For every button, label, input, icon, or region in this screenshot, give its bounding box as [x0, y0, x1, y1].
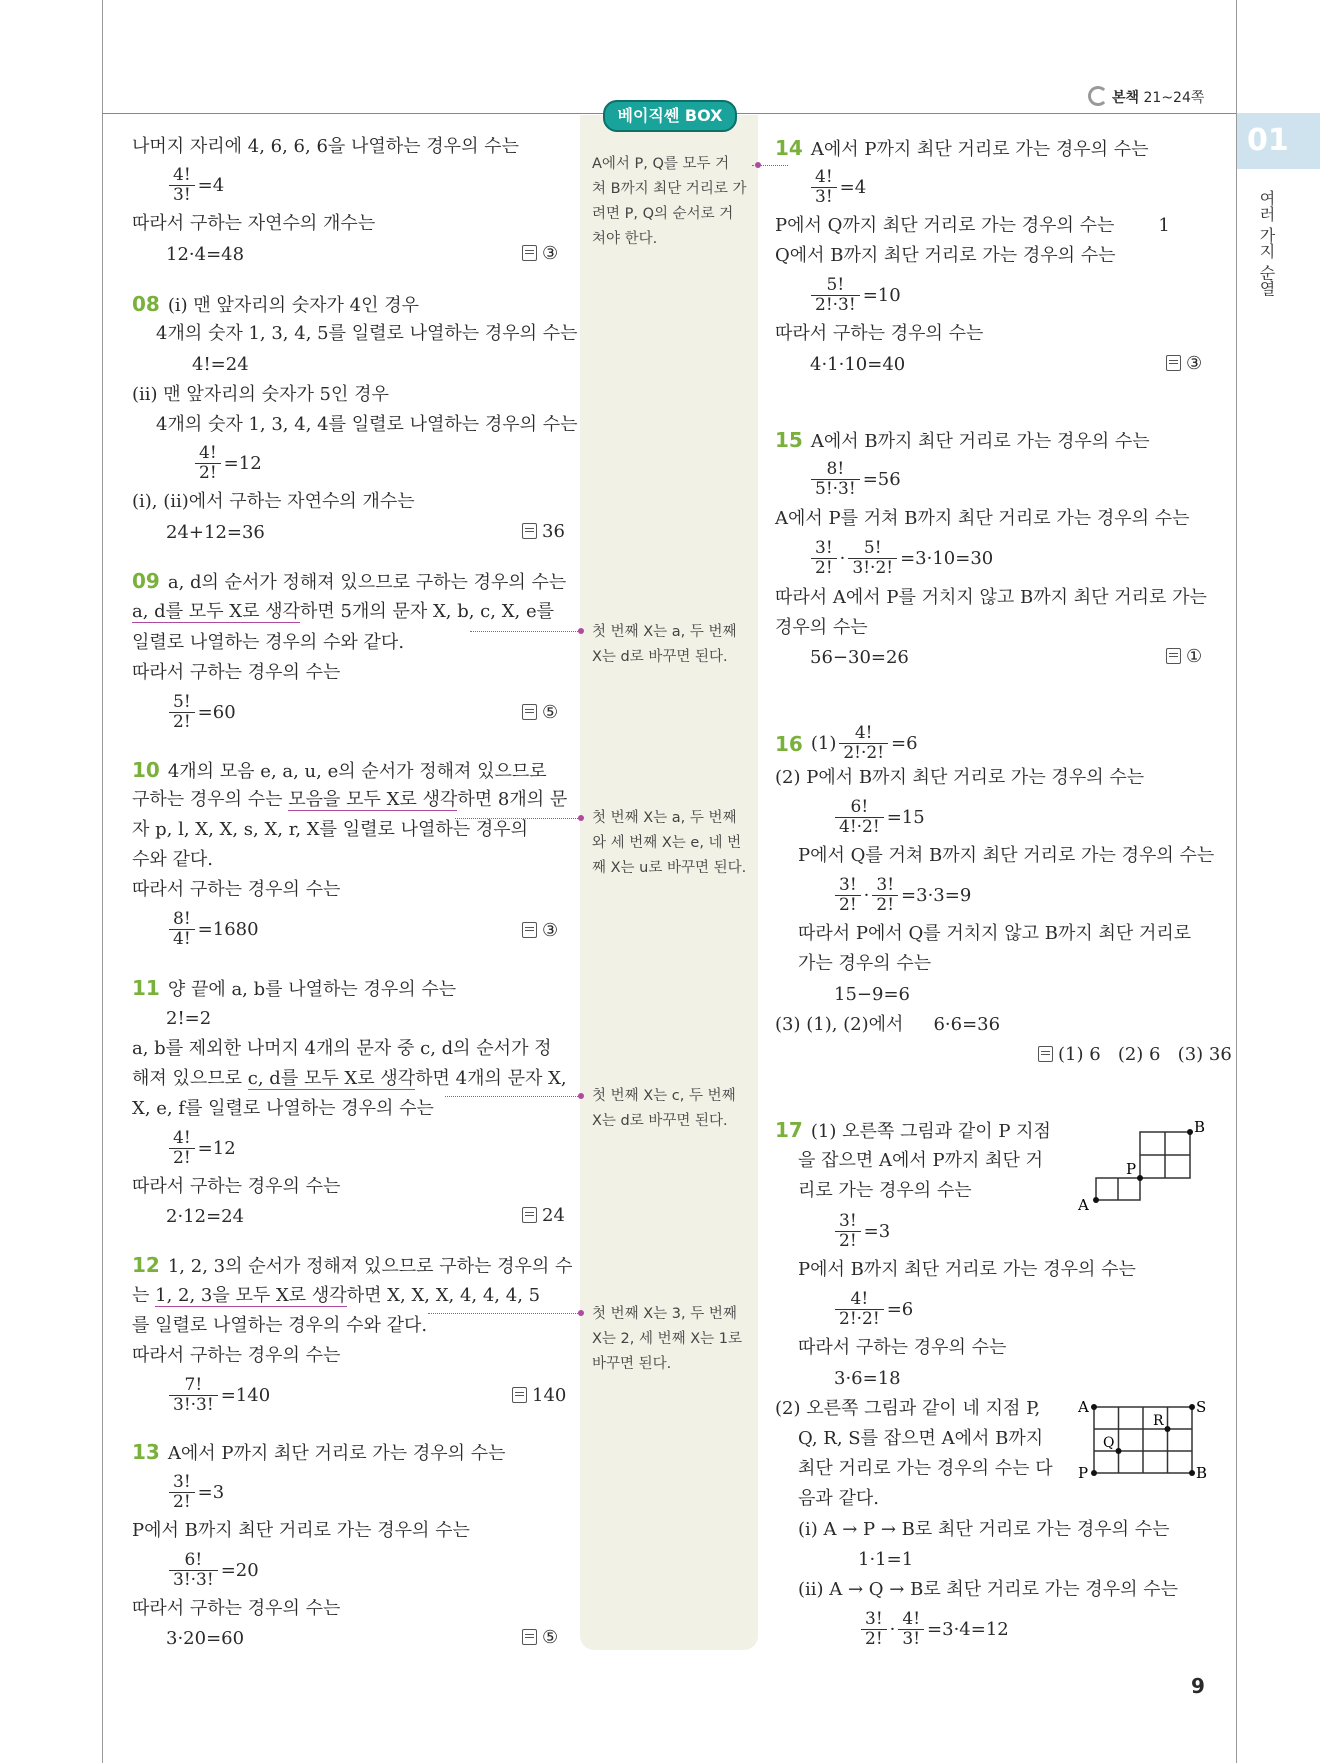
answer-icon — [522, 245, 537, 261]
text-line: 따라서 구하는 경우의 수는 — [132, 879, 341, 900]
text-line: 가는 경우의 수는 — [798, 953, 932, 974]
text-line: 따라서 구하는 경우의 수는 — [775, 323, 984, 344]
text-line: 2·12=24 — [166, 1206, 245, 1227]
text-line: 를 일렬로 나열하는 경우의 수와 같다. — [132, 1315, 428, 1336]
label-s: S — [1196, 1398, 1207, 1416]
equation: $\frac{4!}{2!}$ =12 — [192, 444, 262, 483]
text-line: P에서 Q를 거쳐 B까지 최단 거리로 가는 경우의 수는 — [798, 845, 1215, 866]
answer: (1) 6 (2) 6 (3) 36 — [1038, 1044, 1232, 1065]
answer: ③ — [522, 920, 558, 941]
text-line: Q에서 B까지 최단 거리로 가는 경우의 수는 — [775, 245, 1116, 266]
label-b: B — [1194, 1118, 1206, 1136]
sidebar-note: A에서 P, Q를 모두 거 쳐 B까지 최단 거리로 가 려면 P, Q의 순서로 거 쳐야 한다. — [592, 156, 747, 247]
equation: $\frac{4!}{2!\cdot 2!}$ =6 — [832, 1290, 913, 1329]
equation: $\frac{6!}{4!\cdot 2!}$ =15 — [832, 798, 925, 837]
text-line: (i), (ii)에서 구하는 자연수의 개수는 — [132, 491, 415, 512]
equation: $\frac{5!}{2!}$ =60 — [166, 693, 236, 732]
text-line: 일렬로 나열하는 경우의 수와 같다. — [132, 632, 405, 653]
text-line: (2) P에서 B까지 최단 거리로 가는 경우의 수는 — [775, 767, 1145, 788]
equation: $\frac{3!}{2!}$ =3 — [166, 1473, 224, 1512]
text-line: P에서 B까지 최단 거리로 가는 경우의 수는 — [132, 1520, 470, 1541]
text-line: 따라서 구하는 경우의 수는 — [132, 662, 341, 683]
answer-icon — [522, 1629, 537, 1645]
text-line: 수와 같다. — [132, 849, 213, 870]
note-connector — [445, 1096, 582, 1097]
note-dot — [578, 815, 584, 821]
answer-icon — [1166, 355, 1181, 371]
text-line: 따라서 구하는 경우의 수는 — [132, 1598, 341, 1619]
equation: $\frac{4!}{3!}$ =4 — [166, 166, 224, 205]
text-line: 3·20=60 — [166, 1628, 245, 1649]
text-line: 56−30=26 — [810, 647, 909, 668]
page-right-border — [1236, 0, 1237, 1763]
equation: $\frac{3!}{2!}$ · $\frac{3!}{2!}$ =3·3=9 — [832, 876, 971, 915]
page-number: 9 — [1191, 1674, 1205, 1698]
text-line: 08 (i) 맨 앞자리의 숫자가 4인 경우 — [132, 292, 419, 316]
note-connector — [428, 1313, 582, 1314]
text-line: 음과 같다. — [798, 1488, 879, 1509]
text-line: 따라서 A에서 P를 거치지 않고 B까지 최단 거리로 가는 — [775, 587, 1207, 608]
text-line: 15 A에서 B까지 최단 거리로 가는 경우의 수는 — [775, 428, 1150, 452]
text-line: (ii) A → Q → B로 최단 거리로 가는 경우의 수는 — [798, 1579, 1178, 1600]
text-line: 17 (1) 오른쪽 그림과 같이 P 지점 — [775, 1118, 1051, 1142]
equation: $\frac{3!}{2!}$ · $\frac{5!}{3!\cdot 2!}$ =3·10=30 — [808, 539, 993, 578]
text-line: Q, R, S를 잡으면 A에서 B까지 — [798, 1428, 1044, 1449]
text-line: 해져 있으므로 c, d를 모두 X로 생각하면 4개의 문자 X, — [132, 1068, 567, 1089]
text-line: (i) A → P → B로 최단 거리로 가는 경우의 수는 — [798, 1519, 1170, 1540]
text-line: 2!=2 — [166, 1008, 212, 1029]
label-q: Q — [1103, 1435, 1115, 1451]
point-a — [1093, 1197, 1099, 1203]
text-line: 구하는 경우의 수는 모음을 모두 X로 생각하면 8개의 문 — [132, 789, 568, 810]
answer: ⑤ — [522, 702, 558, 723]
answer: ③ — [522, 243, 558, 264]
page-reference: 본책 21~24쪽 — [1088, 86, 1204, 107]
equation: $\frac{4!}{2!}$ =12 — [166, 1129, 236, 1168]
text-line: 24+12=36 — [166, 522, 265, 543]
answer-icon — [1166, 648, 1181, 664]
answer-icon — [522, 523, 537, 539]
text-line: 09 a, d의 순서가 정해져 있으므로 구하는 경우의 수는 — [132, 569, 567, 593]
text-line: 따라서 구하는 자연수의 개수는 — [132, 213, 376, 234]
text-line: 4개의 숫자 1, 3, 4, 4를 일렬로 나열하는 경우의 수는 — [156, 414, 578, 435]
answer: ③ — [1166, 353, 1202, 374]
text-line: 13 A에서 P까지 최단 거리로 가는 경우의 수는 — [132, 1440, 506, 1464]
sidebar-note: 첫 번째 X는 3, 두 번째 X는 2, 세 번째 X는 1로 바꾸면 된다. — [592, 1306, 743, 1372]
note-dot — [755, 162, 761, 168]
text-line: 4·1·10=40 — [810, 354, 906, 375]
note-connector — [455, 818, 582, 819]
equation: $\frac{7!}{3!\cdot 3!}$ =140 — [166, 1376, 270, 1415]
label-a: A — [1078, 1398, 1089, 1416]
note-dot — [578, 1093, 584, 1099]
text-line: 1·1=1 — [858, 1549, 914, 1570]
text-line: 자 p, l, X, X, s, X, r, X를 일렬로 나열하는 경우의 — [132, 819, 529, 840]
text-line: 14 A에서 P까지 최단 거리로 가는 경우의 수는 — [775, 136, 1149, 160]
text-line: 최단 거리로 가는 경우의 수는 다 — [798, 1458, 1053, 1479]
sidebar-note: 첫 번째 X는 c, 두 번째 X는 d로 바꾸면 된다. — [592, 1088, 736, 1129]
answer: 36 — [522, 521, 565, 542]
text-line: 4!=24 — [192, 354, 249, 375]
note-connector — [470, 631, 582, 632]
text-line: 12 1, 2, 3의 순서가 정해져 있으므로 구하는 경우의 수 — [132, 1253, 573, 1277]
chapter-title: 여러 가지 순열 — [1257, 190, 1276, 297]
equation: $\frac{3!}{2!}$ · $\frac{4!}{3!}$ =3·4=12 — [858, 1610, 1009, 1649]
text-line: 리로 가는 경우의 수는 — [798, 1180, 972, 1201]
equation: $\frac{3!}{2!}$ =3 — [832, 1212, 890, 1251]
text-line: 4개의 숫자 1, 3, 4, 5를 일렬로 나열하는 경우의 수는 — [156, 323, 578, 344]
text-line: (ii) 맨 앞자리의 숫자가 5인 경우 — [132, 384, 389, 405]
text-line: X, e, f를 일렬로 나열하는 경우의 수는 — [132, 1098, 434, 1119]
text-line: 따라서 구하는 경우의 수는 — [132, 1176, 341, 1197]
sidebar-note: 첫 번째 X는 a, 두 번째 와 세 번째 X는 e, 네 번 째 X는 u로 바꾸면 된다. — [592, 810, 747, 876]
grid-figure-1 — [1070, 1118, 1210, 1218]
text-line: (2) 오른쪽 그림과 같이 네 지점 P, — [775, 1398, 1041, 1419]
text-line: A에서 P를 거쳐 B까지 최단 거리로 가는 경우의 수는 — [775, 508, 1190, 529]
equation: $\frac{4!}{3!}$ =4 — [808, 168, 866, 207]
chapter-number: 01 — [1247, 123, 1289, 158]
point-b — [1187, 1129, 1193, 1135]
text-line: 따라서 P에서 Q를 거치지 않고 B까지 최단 거리로 — [798, 923, 1192, 944]
label-r: R — [1153, 1413, 1164, 1429]
text-line: 12·4=48 — [166, 244, 245, 265]
equation: $\frac{8!}{4!}$ =1680 — [166, 910, 259, 949]
reference-icon — [1088, 86, 1108, 106]
answer-icon — [512, 1387, 527, 1403]
page-left-border — [102, 0, 103, 1763]
text-line: (3) (1), (2)에서 6·6=36 — [775, 1014, 1001, 1035]
sidebar-note: 첫 번째 X는 a, 두 번째 X는 d로 바꾸면 된다. — [592, 624, 737, 665]
text-line: 경우의 수는 — [775, 617, 868, 638]
note-dot — [578, 628, 584, 634]
answer-icon — [522, 922, 537, 938]
equation: 16 (1) $\frac{4!}{2!\cdot 2!}$ =6 — [775, 723, 918, 763]
note-dot — [578, 1310, 584, 1316]
text-line: 따라서 구하는 경우의 수는 — [798, 1337, 1007, 1358]
text-line: 나머지 자리에 4, 6, 6, 6을 나열하는 경우의 수는 — [132, 136, 519, 157]
text-line: a, b를 제외한 나머지 4개의 문자 중 c, d의 순서가 정 — [132, 1038, 552, 1059]
answer: ① — [1166, 646, 1202, 667]
text-line: a, d를 모두 X로 생각하면 5개의 문자 X, b, c, X, e를 — [132, 601, 555, 622]
point-p — [1137, 1175, 1143, 1181]
text-line: 10 4개의 모음 e, a, u, e의 순서가 정해져 있으므로 — [132, 758, 547, 782]
text-line: 따라서 구하는 경우의 수는 — [132, 1345, 341, 1366]
answer-icon — [522, 704, 537, 720]
chapter-tab — [1237, 113, 1320, 169]
label-p: P — [1078, 1464, 1089, 1482]
answer: ⑤ — [522, 1627, 558, 1648]
label-b: B — [1196, 1464, 1208, 1482]
answer: 24 — [522, 1205, 565, 1226]
answer-icon — [1038, 1046, 1053, 1062]
label-p: P — [1126, 1160, 1137, 1178]
answer-icon — [522, 1207, 537, 1223]
equation: $\frac{6!}{3!\cdot 3!}$ =20 — [166, 1551, 259, 1590]
text-line: 3·6=18 — [834, 1368, 901, 1389]
basic-box-title: 베이직쎈 BOX — [603, 100, 737, 132]
basic-box-sidebar — [580, 115, 758, 1650]
label-a: A — [1078, 1196, 1089, 1214]
text-line: 11 양 끝에 a, b를 나열하는 경우의 수는 — [132, 976, 457, 1000]
answer: 140 — [512, 1385, 566, 1406]
text-line: 는 1, 2, 3을 모두 X로 생각하면 X, X, X, 4, 4, 4, 5 — [132, 1285, 541, 1306]
equation: $\frac{5!}{2!\cdot 3!}$ =10 — [808, 276, 901, 315]
text-line: P에서 B까지 최단 거리로 가는 경우의 수는 — [798, 1259, 1136, 1280]
text-line: P에서 Q까지 최단 거리로 가는 경우의 수는 1 — [775, 215, 1170, 236]
text-line: 15−9=6 — [834, 984, 910, 1005]
grid-figure-2 — [1070, 1395, 1220, 1485]
text-line: 을 잡으면 A에서 P까지 최단 거 — [798, 1150, 1043, 1171]
equation: $\frac{8!}{5!\cdot 3!}$ =56 — [808, 460, 901, 499]
